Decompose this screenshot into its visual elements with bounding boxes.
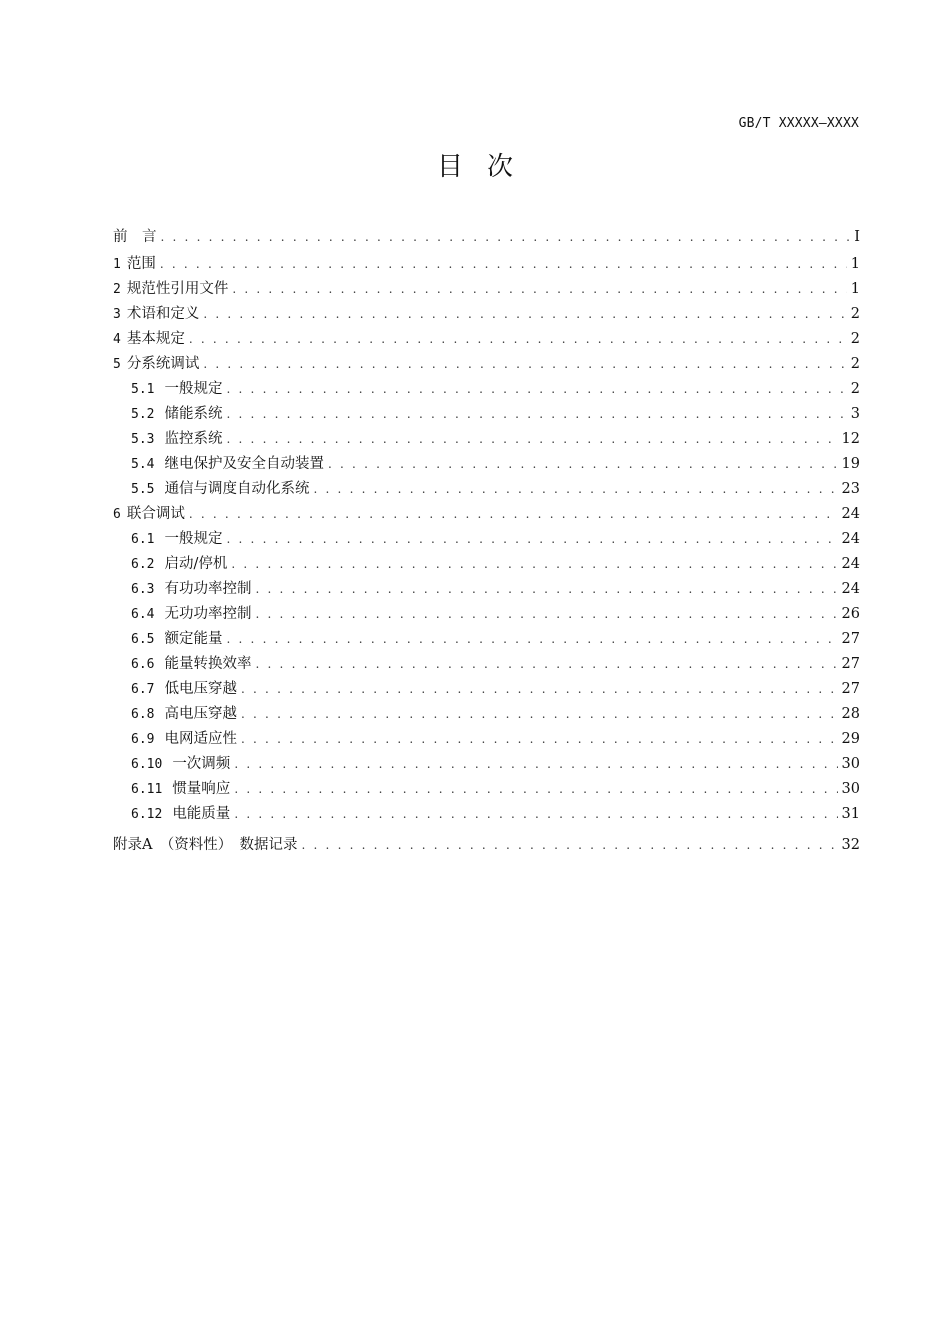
toc-entry-page: 19 bbox=[841, 456, 860, 472]
toc-entry-6-7[interactable] bbox=[113, 677, 860, 702]
toc-entry-label: 联合调试 bbox=[126, 506, 185, 522]
toc-entry-label: 分系统调试 bbox=[126, 356, 200, 372]
leader-dots bbox=[234, 802, 837, 827]
toc-entry-label: 电能质量 bbox=[172, 806, 231, 822]
toc-entry-label: 惯量响应 bbox=[172, 781, 231, 797]
toc-entry-page: 24 bbox=[841, 581, 860, 597]
toc-entry-number: 6.2 bbox=[131, 557, 155, 572]
toc-entry-page: 31 bbox=[841, 806, 860, 822]
toc-entry-page: 30 bbox=[841, 781, 860, 797]
toc-entry-number: 1 bbox=[113, 257, 121, 272]
toc-entry-label: 能量转换效率 bbox=[164, 656, 252, 672]
toc-entry-label: 监控系统 bbox=[164, 431, 223, 447]
toc-entry-6-2[interactable] bbox=[113, 552, 860, 577]
leader-dots bbox=[203, 352, 846, 377]
toc-entry-page: 27 bbox=[841, 631, 860, 647]
toc-entry-6-9[interactable] bbox=[113, 727, 860, 752]
leader-dots bbox=[234, 752, 837, 777]
page-title bbox=[0, 146, 950, 183]
toc-entry-page: 2 bbox=[850, 331, 860, 347]
toc-entry-5-3[interactable] bbox=[113, 427, 860, 452]
toc-entry-page: 32 bbox=[841, 837, 860, 853]
toc-entry-label: 范围 bbox=[126, 256, 156, 272]
toc-entry-label: 储能系统 bbox=[164, 406, 223, 422]
toc-entry-5-2[interactable] bbox=[113, 402, 860, 427]
toc-entry-label: 一次调频 bbox=[172, 756, 231, 772]
toc-entry-3[interactable] bbox=[113, 302, 860, 327]
leader-dots bbox=[241, 702, 838, 727]
toc-entry-label: 继电保护及安全自动装置 bbox=[164, 456, 324, 472]
toc-entry-6-5[interactable] bbox=[113, 627, 860, 652]
toc-entry-5[interactable] bbox=[113, 352, 860, 377]
toc-entry-page: 24 bbox=[841, 506, 860, 522]
title-char-1: 目 bbox=[436, 152, 463, 182]
leader-dots bbox=[328, 452, 838, 477]
toc-entry-appendix-a[interactable] bbox=[113, 833, 860, 858]
leader-dots bbox=[241, 727, 838, 752]
leader-dots bbox=[255, 577, 837, 602]
toc-entry-number: 6 bbox=[113, 507, 121, 522]
table-of-contents bbox=[113, 223, 860, 858]
toc-entry-5-4[interactable] bbox=[113, 452, 860, 477]
toc-entry-label: 前 言 bbox=[113, 229, 157, 245]
toc-entry-number: 6.8 bbox=[131, 707, 155, 722]
leader-dots bbox=[226, 427, 837, 452]
toc-entry-page: 2 bbox=[850, 356, 860, 372]
toc-entry-page: 2 bbox=[850, 381, 860, 397]
toc-entry-number: 4 bbox=[113, 332, 121, 347]
toc-entry-label: 无功功率控制 bbox=[164, 606, 252, 622]
toc-entry-page: 28 bbox=[841, 706, 860, 722]
toc-entry-label: 规范性引用文件 bbox=[126, 281, 229, 297]
toc-entry-number: 3 bbox=[113, 307, 121, 322]
toc-entry-number: 6.12 bbox=[131, 807, 163, 822]
toc-entry-number: 5.5 bbox=[131, 482, 155, 497]
toc-entry-page: I bbox=[854, 229, 860, 245]
toc-entry-6-1[interactable] bbox=[113, 527, 860, 552]
toc-entry-label: 附录A （资料性） 数据记录 bbox=[113, 837, 298, 853]
toc-entry-label: 高电压穿越 bbox=[164, 706, 237, 722]
toc-entry-number: 6.1 bbox=[131, 532, 155, 547]
toc-entry-page: 27 bbox=[841, 656, 860, 672]
toc-entry-1[interactable] bbox=[113, 252, 860, 277]
toc-entry-2[interactable] bbox=[113, 277, 860, 302]
toc-entry-number: 6.11 bbox=[131, 782, 163, 797]
toc-entry-6-11[interactable] bbox=[113, 777, 860, 802]
toc-entry-page: 2 bbox=[850, 306, 860, 322]
leader-dots bbox=[203, 302, 846, 327]
toc-entry-6-10[interactable] bbox=[113, 752, 860, 777]
toc-entry-page: 24 bbox=[841, 531, 860, 547]
toc-entry-6-4[interactable] bbox=[113, 602, 860, 627]
leader-dots bbox=[161, 223, 851, 252]
leader-dots bbox=[226, 377, 846, 402]
toc-entry-page: 12 bbox=[841, 431, 860, 447]
toc-entry-5-5[interactable] bbox=[113, 477, 860, 502]
toc-entry-page: 24 bbox=[841, 556, 860, 572]
toc-entry-label: 额定能量 bbox=[164, 631, 223, 647]
leader-dots bbox=[226, 402, 846, 427]
toc-entry-number: 5 bbox=[113, 357, 121, 372]
title-char-2: 次 bbox=[487, 152, 514, 182]
toc-entry-4[interactable] bbox=[113, 327, 860, 352]
toc-entry-page: 27 bbox=[841, 681, 860, 697]
toc-entry-number: 6.6 bbox=[131, 657, 155, 672]
leader-dots bbox=[241, 677, 838, 702]
leader-dots bbox=[255, 602, 837, 627]
toc-entry-5-1[interactable] bbox=[113, 377, 860, 402]
leader-dots bbox=[231, 552, 837, 577]
toc-entry-number: 6.3 bbox=[131, 582, 155, 597]
toc-entry-label: 一般规定 bbox=[164, 381, 223, 397]
toc-entry-number: 6.4 bbox=[131, 607, 155, 622]
toc-entry-number: 6.5 bbox=[131, 632, 155, 647]
toc-entry-page: 3 bbox=[850, 406, 860, 422]
toc-entry-6-6[interactable] bbox=[113, 652, 860, 677]
document-code: GB/T XXXXX—XXXX bbox=[738, 116, 859, 131]
toc-entry-label: 术语和定义 bbox=[126, 306, 200, 322]
leader-dots bbox=[160, 252, 847, 277]
leader-dots bbox=[226, 627, 837, 652]
toc-entry-label: 低电压穿越 bbox=[164, 681, 237, 697]
toc-entry-6-12[interactable] bbox=[113, 802, 860, 827]
toc-entry-number: 5.2 bbox=[131, 407, 155, 422]
toc-entry-page: 26 bbox=[841, 606, 860, 622]
toc-entry-page: 30 bbox=[841, 756, 860, 772]
toc-entry-page: 29 bbox=[841, 731, 860, 747]
toc-entry-number: 6.9 bbox=[131, 732, 155, 747]
toc-entry-label: 一般规定 bbox=[164, 531, 223, 547]
leader-dots bbox=[232, 277, 846, 302]
leader-dots bbox=[189, 502, 838, 527]
toc-entry-label: 启动/停机 bbox=[164, 556, 228, 572]
toc-entry-label: 通信与调度自动化系统 bbox=[164, 481, 310, 497]
leader-dots bbox=[226, 527, 837, 552]
leader-dots bbox=[255, 652, 837, 677]
toc-entry-page: 1 bbox=[850, 256, 860, 272]
toc-entry-number: 5.1 bbox=[131, 382, 155, 397]
toc-entry-page: 1 bbox=[850, 281, 860, 297]
leader-dots bbox=[189, 327, 847, 352]
toc-entry-number: 2 bbox=[113, 282, 121, 297]
leader-dots bbox=[313, 477, 837, 502]
toc-entry-label: 基本规定 bbox=[126, 331, 185, 347]
toc-entry-number: 5.4 bbox=[131, 457, 155, 472]
toc-entry-label: 有功功率控制 bbox=[164, 581, 252, 597]
toc-entry-page: 23 bbox=[841, 481, 860, 497]
leader-dots bbox=[234, 777, 837, 802]
toc-entry-foreword[interactable] bbox=[113, 223, 860, 252]
toc-entry-label: 电网适应性 bbox=[164, 731, 237, 747]
toc-entry-number: 5.3 bbox=[131, 432, 155, 447]
toc-entry-6-8[interactable] bbox=[113, 702, 860, 727]
toc-entry-6-3[interactable] bbox=[113, 577, 860, 602]
toc-entry-6[interactable] bbox=[113, 502, 860, 527]
toc-entry-number: 6.10 bbox=[131, 757, 163, 772]
leader-dots bbox=[301, 833, 837, 858]
toc-entry-number: 6.7 bbox=[131, 682, 155, 697]
